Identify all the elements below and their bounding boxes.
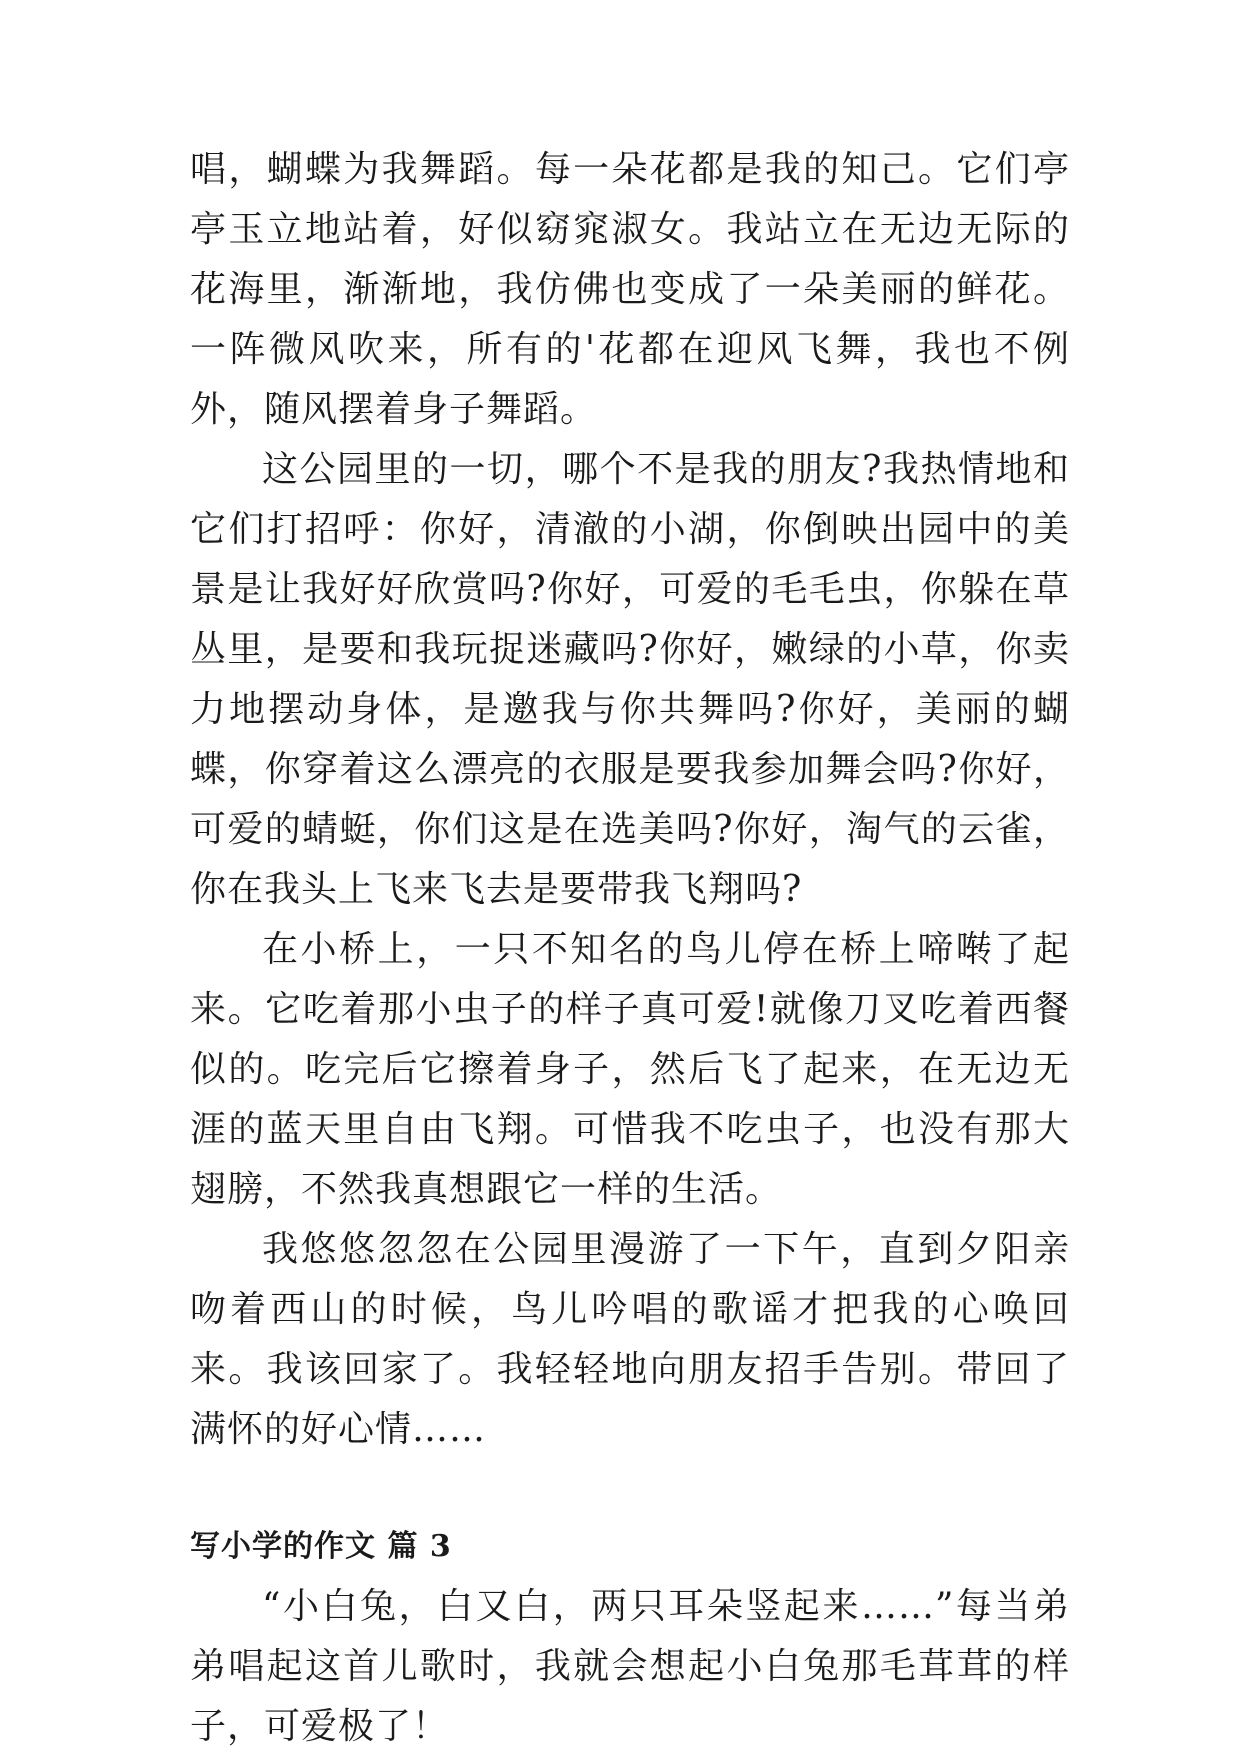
paragraph-2: 这公园里的一切，哪个不是我的朋友?我热情地和它们打招呼：你好，清澈的小湖，你倒映出园中的美景是让我好好欣赏吗?你好，可爱的毛毛虫，你躲在草丛里，是要和我玩捉迷藏吗?你好，嫩绿的小草，你卖力地摆动身体，是邀我与你共舞吗?你好，美丽的蝴蝶，你穿着这么漂亮的衣服是要我参加舞会吗?你好，可爱的蜻蜓，你们这是在选美吗?你好，淘气的云雀，你在我头上飞来飞去是要带我飞翔吗? [190, 449, 1070, 910]
section-title: 写小学的作文 篇 3 [190, 1529, 452, 1564]
paragraph-4: 我悠悠忽忽在公园里漫游了一下午，直到夕阳亲吻着西山的时候，鸟儿吟唱的歌谣才把我的心唤回来。我该回家了。我轻轻地向朋友招手告别。带回了满怀的好心情…… [190, 1229, 1070, 1450]
document-body [190, 140, 1070, 1757]
paragraph-1: 唱，蝴蝶为我舞蹈。每一朵花都是我的知己。它们亭亭玉立地站着，好似窈窕淑女。我站立在无边无际的花海里，渐渐地，我仿佛也变成了一朵美丽的鲜花。一阵微风吹来，所有的'花都在迎风飞舞，我也不例外，随风摆着身子舞蹈。 [190, 149, 1070, 430]
paragraph-3: 在小桥上，一只不知名的鸟儿停在桥上啼啭了起来。它吃着那小虫子的样子真可爱!就像刀叉吃着西餐似的。吃完后它擦着身子，然后飞了起来，在无边无涯的蓝天里自由飞翔。可惜我不吃虫子，也没有那大翅膀，不然我真想跟它一样的生活。 [190, 929, 1070, 1210]
section-paragraph-1: “小白兔，白又白，两只耳朵竖起来……”每当弟弟唱起这首儿歌时，我就会想起小白兔那毛茸茸的样子，可爱极了！ [190, 1586, 1070, 1747]
